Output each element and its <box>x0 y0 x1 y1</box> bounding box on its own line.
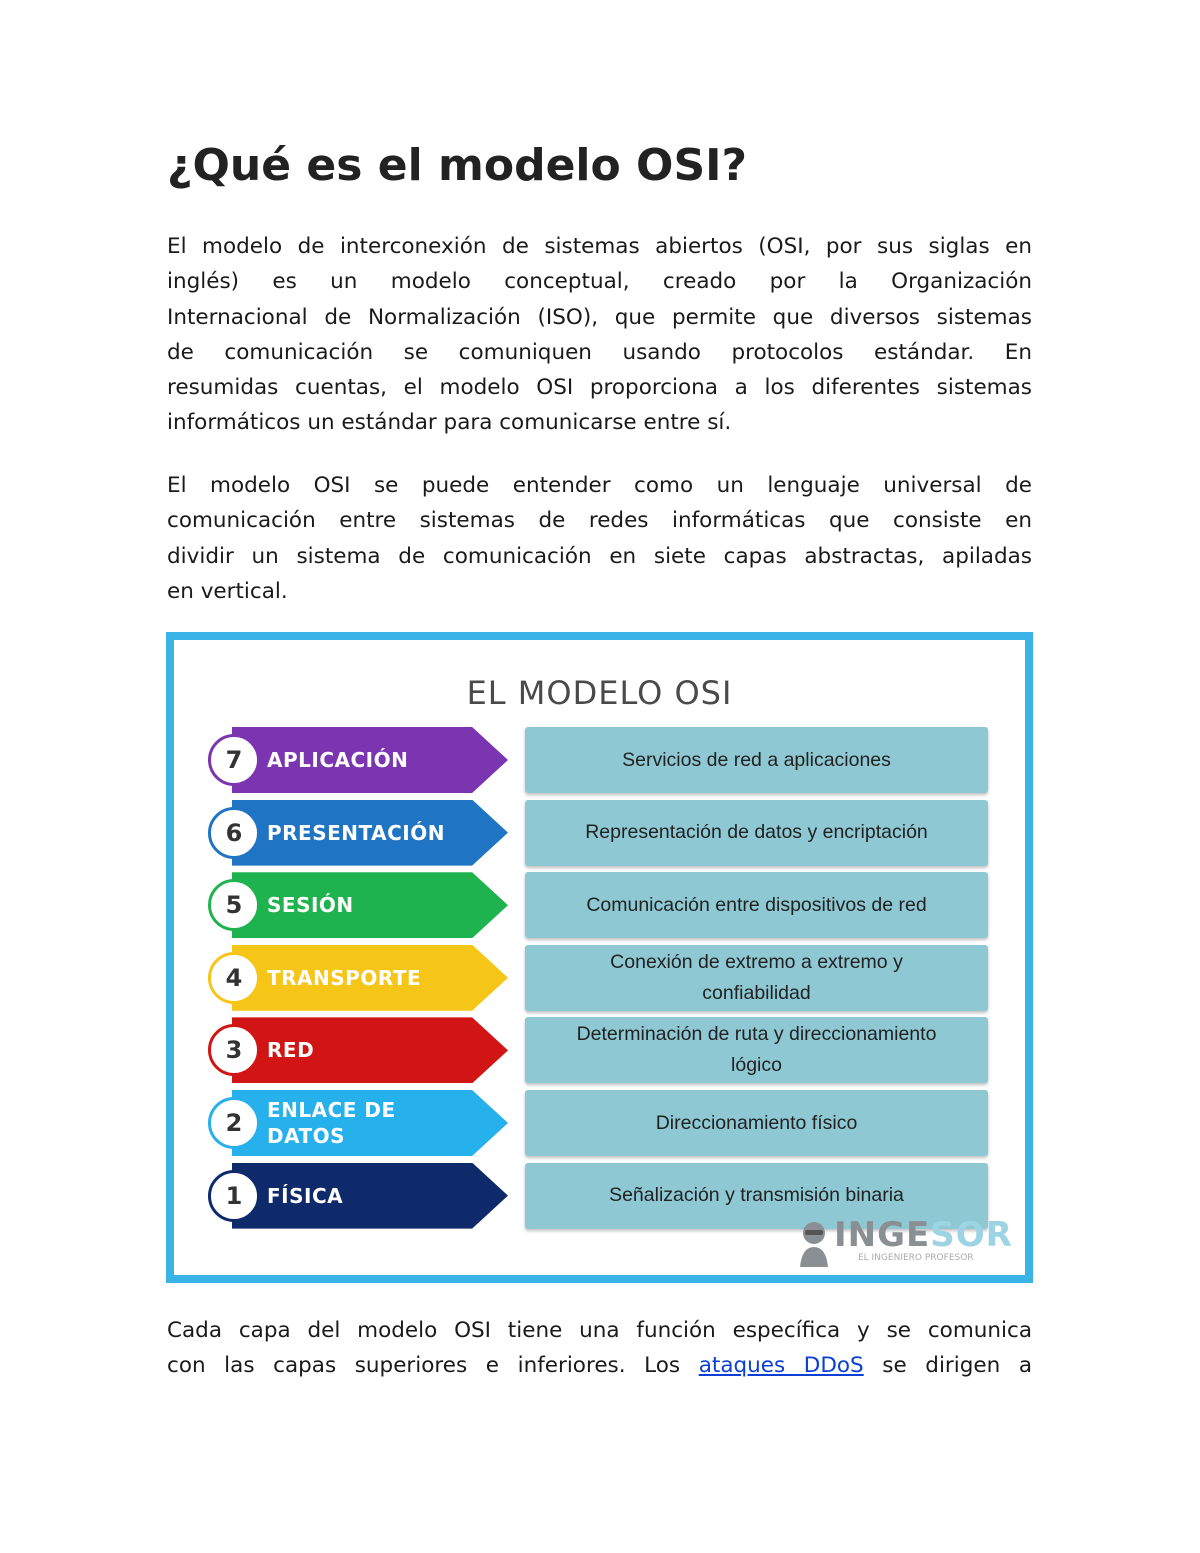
paragraph-osi-description <box>167 468 1032 609</box>
layer-description: Señalización y transmisión binaria <box>525 1163 988 1229</box>
text-line: inglés) es un modelo conceptual, creado por la Organización <box>167 269 1032 295</box>
text-line: en vertical. <box>167 578 288 604</box>
text-span: se dirigen a <box>863 1353 1032 1379</box>
layer-description: Servicios de red a aplicaciones <box>525 727 988 793</box>
layer-number-badge: 1 <box>208 1170 260 1222</box>
layer-name: RED <box>267 1038 315 1063</box>
osi-layer-row <box>174 1017 1025 1083</box>
ddos-attacks-link[interactable]: ataques DDoS <box>698 1353 864 1379</box>
osi-layer-row <box>174 800 1025 866</box>
text-line: dividir un sistema de comunicación en siete capas abstractas, apiladas <box>167 543 1032 569</box>
layer-number-badge: 7 <box>208 734 260 786</box>
layer-description: Representación de datos y encriptación <box>525 800 988 866</box>
text-span: con las capas superiores e inferiores. Los <box>167 1353 699 1379</box>
paragraph-intro <box>167 229 1032 441</box>
layer-name: SESIÓN <box>267 893 354 918</box>
text-line: Cada capa del modelo OSI tiene una función específica y se comunica <box>167 1318 1032 1343</box>
page-title: ¿Qué es el modelo OSI? <box>167 140 748 191</box>
layer-name: TRANSPORTE <box>267 965 422 990</box>
layer-description: Direccionamiento físico <box>525 1090 988 1156</box>
text-line: resumidas cuentas, el modelo OSI proporciona a los diferentes sistemas <box>167 375 1032 401</box>
logo-text-b: SOR <box>930 1215 1013 1255</box>
osi-layer-row <box>174 872 1025 938</box>
engineer-avatar-icon <box>798 1219 830 1267</box>
layer-name: ENLACE DE DATOS <box>267 1098 396 1148</box>
text-line: El modelo de interconexión de sistemas abiertos (OSI, por sus siglas en <box>167 234 1032 259</box>
logo-tagline: EL INGENIERO PROFESOR <box>858 1253 974 1263</box>
osi-model-figure <box>166 632 1033 1283</box>
text-line: El modelo OSI se puede entender como un lenguaje universal de <box>167 473 1032 498</box>
layer-description: Comunicación entre dispositivos de red <box>525 872 988 938</box>
osi-layer-row <box>174 727 1025 793</box>
layer-number-badge: 2 <box>208 1097 260 1149</box>
text-line: informáticos un estándar para comunicarse entre sí. <box>167 410 732 436</box>
paragraph-layers <box>167 1313 1032 1384</box>
text-line: de comunicación se comuniquen usando protocolos estándar. En <box>167 339 1032 365</box>
layer-number-badge: 6 <box>208 807 260 859</box>
text-line: comunicación entre sistemas de redes informáticas que consiste en <box>167 508 1032 534</box>
layer-name: PRESENTACIÓN <box>267 820 445 845</box>
text-line <box>167 1348 1032 1383</box>
figure-title: EL MODELO OSI <box>466 674 733 712</box>
layer-name: FÍSICA <box>267 1183 344 1208</box>
layer-number-badge: 4 <box>208 952 260 1004</box>
layer-number-badge: 3 <box>208 1024 260 1076</box>
logo-text-a: INGE <box>834 1215 931 1255</box>
layer-number-badge: 5 <box>208 879 260 931</box>
ingesor-logo <box>794 1215 1014 1270</box>
text-line: Internacional de Normalización (ISO), que permite que diversos sistemas <box>167 304 1032 330</box>
layer-description: Conexión de extremo a extremo y confiabilidad <box>525 945 988 1011</box>
layer-description: Determinación de ruta y direccionamiento lógico <box>525 1017 988 1083</box>
layer-name: APLICACIÓN <box>267 748 409 772</box>
osi-layer-row <box>174 945 1025 1011</box>
osi-layer-row <box>174 1090 1025 1156</box>
